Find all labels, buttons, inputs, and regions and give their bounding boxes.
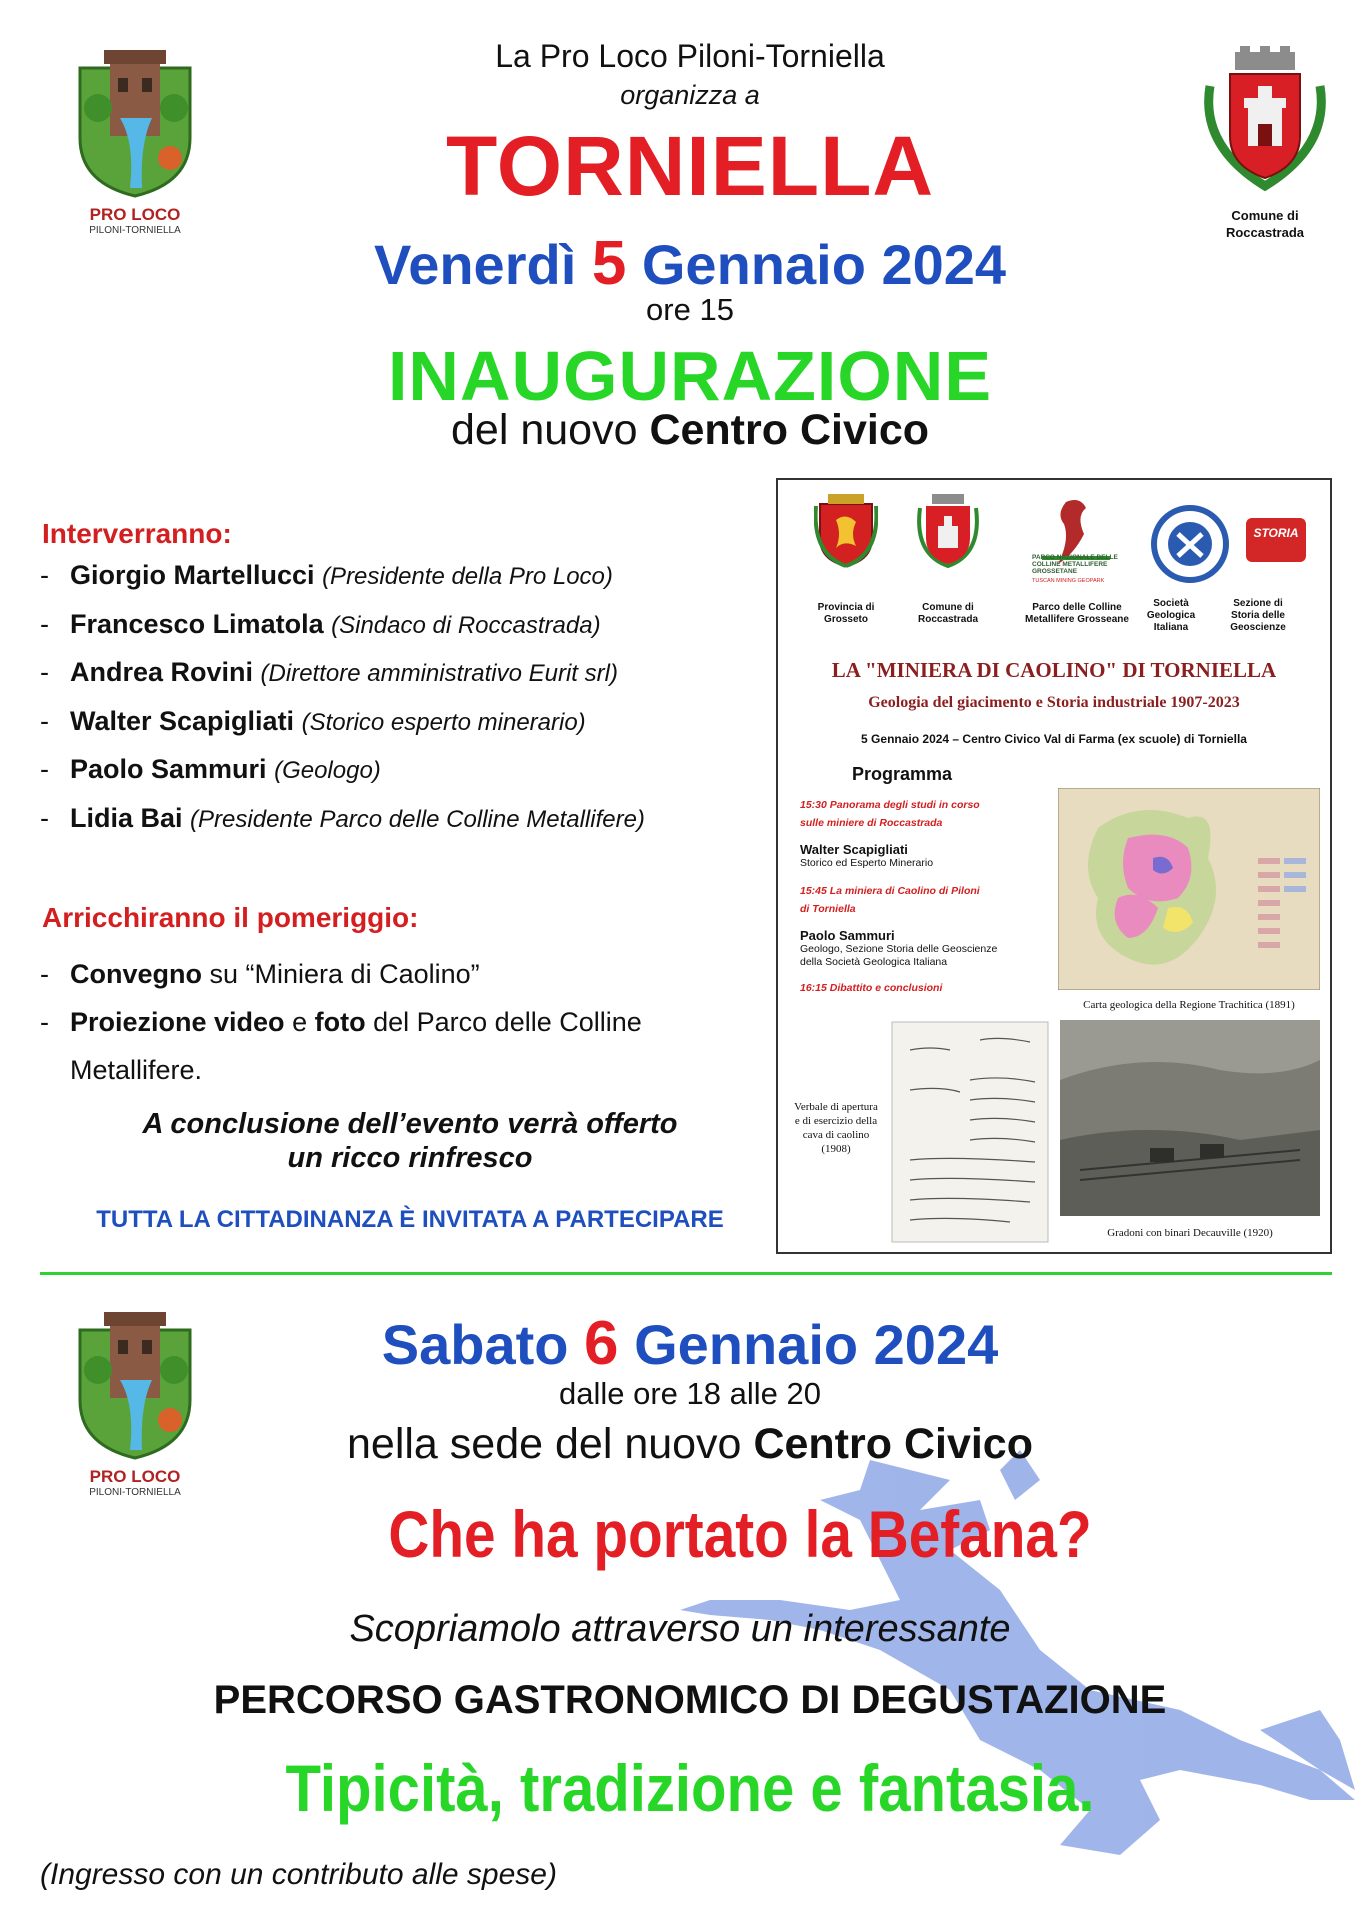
organizer-line: La Pro Loco Piloni-Torniella (495, 38, 885, 74)
program-subtitle: Geologia del giacimento e Storia industriale 1907-2023 (868, 694, 1240, 711)
program-date-line: 5 Gennaio 2024 – Centro Civico Val di Farma (ex scuole) di Torniella (861, 732, 1247, 746)
speaker-role: (Geologo) (274, 757, 381, 784)
cap-sgi: Società Geologica Italiana (1146, 598, 1196, 633)
percorso-line: PERCORSO GASTRONOMICO DI DEGUSTAZIONE (213, 1678, 1167, 1722)
enrich-title: Arricchiranno il pomeriggio: (42, 902, 419, 933)
enrich-item1-bold: Convegno (70, 959, 202, 989)
proloco-emblem-icon (70, 1310, 200, 1460)
provincia-shield-icon (814, 494, 878, 568)
speaker-name: Lidia Bai (70, 802, 183, 833)
enrich-item2-rest: del Parco delle Colline (373, 1007, 642, 1037)
program-title: LA "MINIERA DI CAOLINO" DI TORNIELLA (831, 658, 1277, 682)
date1-day: 5 (591, 229, 627, 298)
enrich-item: - Proiezione video e foto del Parco delle Colline Metallifere. (40, 998, 780, 1094)
speaker-item: - Giorgio Martellucci (Presidente della Pro Loco) (40, 560, 613, 590)
refreshment-line-1: A conclusione dell’evento verrà offerto (142, 1108, 678, 1140)
cap-provincia: Provincia di Grosseto (817, 602, 875, 625)
befana-title: Che ha portato la Befana? (388, 1497, 1092, 1571)
discover-line: Scopriamolo attraverso un interessante (349, 1608, 1011, 1650)
prog-item1-cont: sulle miniere di Roccastrada (800, 817, 943, 829)
speakers-title: Interverranno: (42, 518, 232, 549)
event-date-1 (250, 228, 1130, 299)
ingresso-note: (Ingresso con un contributo alle spese) (40, 1858, 557, 1891)
parco-logo-sub: TUSCAN MINING GEOPARK (1032, 578, 1105, 584)
prog-item2-time: 15:45 La miniera di Caolino di Piloni (800, 885, 980, 897)
doc-caption-2: e di esercizio della (794, 1115, 878, 1127)
proloco-caption-2: PILONI-TORNIELLA (89, 225, 181, 236)
program-poster (776, 478, 1332, 1254)
speaker-item: - Lidia Bai (Presidente Parco delle Colline Metallifere) (40, 802, 645, 833)
historic-photo-image (1060, 1020, 1320, 1216)
enrich-item2-bold2: foto (314, 1007, 366, 1037)
speaker-item: - Walter Scapigliati (Storico esperto minerario) (40, 705, 586, 736)
proloco-caption-1: PRO LOCO (89, 205, 181, 224)
program-schedule (800, 796, 1050, 997)
prog-item3-time: 16:15 Dibattito e conclusioni (800, 982, 943, 994)
document-caption (784, 1100, 888, 1156)
date1-month-year: Gennaio 2024 (641, 233, 1007, 296)
speakers-list (40, 560, 780, 851)
speaker-name: Walter Scapigliati (70, 705, 295, 736)
doc-caption-1: Verbale di apertura (794, 1101, 878, 1113)
program-heading: Programma (852, 764, 953, 784)
comune-shield-icon (916, 494, 980, 568)
speaker-name: Andrea Rovini (70, 657, 254, 687)
prog-speaker2-name: Paolo Sammuri (800, 928, 895, 943)
venue-line (200, 1420, 1180, 1469)
speaker-item: - Paolo Sammuri (Geologo) (40, 754, 381, 784)
geological-map-image (1058, 788, 1320, 990)
prog-speaker1-desc: Storico ed Esperto Minerario (800, 857, 934, 869)
enrich-item2-cont: Metallifere. (70, 1055, 203, 1085)
speaker-role: (Presidente Parco delle Colline Metallifere) (190, 805, 645, 833)
inauguration-sub-bold: Centro Civico (649, 406, 929, 454)
venue-pre: nella sede del nuovo (347, 1420, 742, 1468)
storia-badge: STORIA (1246, 518, 1306, 562)
event-time-2: dalle ore 18 alle 20 (559, 1376, 821, 1411)
map-caption: Carta geologica della Regione Trachitica (1891) (1083, 999, 1295, 1011)
proloco-logo-top (70, 48, 200, 236)
date2-month-year: Gennaio 2024 (634, 1313, 999, 1376)
photo-caption: Gradoni con binari Decauville (1920) (1107, 1227, 1273, 1239)
doc-caption-4: (1908) (821, 1143, 851, 1155)
prog-item1-time: 15:30 Panorama degli studi in corso (800, 799, 980, 811)
comune-coat-of-arms-icon (1190, 46, 1340, 196)
section-divider (40, 1272, 1332, 1275)
speaker-name: Paolo Sammuri (70, 754, 267, 784)
comune-logo (1190, 46, 1340, 241)
cap-comune: Comune di Roccastrada (917, 602, 979, 625)
inauguration-title: INAUGURAZIONE (387, 337, 993, 415)
proloco-emblem-icon (70, 48, 200, 198)
comune-caption-2: Roccastrada (1225, 225, 1305, 240)
doc-caption-3: cava di caolino (802, 1129, 870, 1141)
cap-storia: Sezione di Storia delle Geoscienze (1230, 598, 1286, 633)
speaker-role: (Presidente della Pro Loco) (322, 563, 613, 590)
event-date-2 (250, 1308, 1130, 1379)
speaker-role: (Direttore amministrativo Eurit srl) (260, 660, 618, 687)
invite-line: TUTTA LA CITTADINANZA È INVITATA A PARTECIPARE (96, 1206, 724, 1233)
organizer-sub: organizza a (620, 80, 760, 110)
speaker-item: - Francesco Limatola (Sindaco di Roccastrada) (40, 608, 601, 639)
date1-weekday: Venerdì (373, 233, 577, 296)
prog-speaker1-name: Walter Scapigliati (800, 842, 908, 857)
speaker-name: Francesco Limatola (70, 608, 324, 639)
sgi-logo-icon (1150, 504, 1230, 584)
speaker-role: (Sindaco di Roccastrada) (331, 611, 601, 639)
venue-bold: Centro Civico (753, 1420, 1033, 1468)
tipicita-line: Tipicità, tradizione e fantasia. (285, 1751, 1095, 1825)
inauguration-subtitle (250, 406, 1130, 455)
historic-document-image (890, 1020, 1050, 1244)
enrich-item1-rest: su “Miniera di Caolino” (209, 959, 480, 989)
speaker-item: - Andrea Rovini (Direttore amministrativo Eurit srl) (40, 657, 618, 687)
date2-weekday: Sabato (381, 1313, 569, 1376)
proloco-caption-2: PILONI-TORNIELLA (89, 1487, 181, 1498)
comune-caption-1: Comune di (1231, 208, 1299, 223)
speaker-role: (Storico esperto minerario) (301, 708, 586, 736)
prog-speaker2-desc1: Geologo, Sezione Storia delle Geoscienze (800, 943, 998, 955)
enrich-item2-bold1: Proiezione video (70, 1007, 285, 1037)
speaker-name: Giorgio Martellucci (70, 560, 315, 590)
prog-speaker2-desc2: della Società Geologica Italiana (800, 956, 948, 968)
cap-parco: Parco delle Colline Metallifere Grosseane (1025, 602, 1129, 625)
enrich-list (40, 950, 780, 1094)
inauguration-sub-pre: del nuovo (451, 406, 638, 454)
event-time-1: ore 15 (646, 292, 734, 327)
parco-logo-text: PARCO NAZIONALE DELLE COLLINE METALLIFERE GROSSETANE (1032, 554, 1118, 575)
enrich-item2-mid: e (292, 1007, 308, 1037)
proloco-logo-bottom (70, 1310, 200, 1498)
place-title: TORNIELLA (445, 119, 935, 213)
date2-day: 6 (584, 1309, 619, 1378)
proloco-caption-1: PRO LOCO (89, 1467, 181, 1486)
refreshment-line-2: un ricco rinfresco (287, 1142, 533, 1174)
enrich-item: - Convegno su “Miniera di Caolino” (40, 959, 480, 989)
prog-item2-cont: di Torniella (800, 903, 856, 915)
